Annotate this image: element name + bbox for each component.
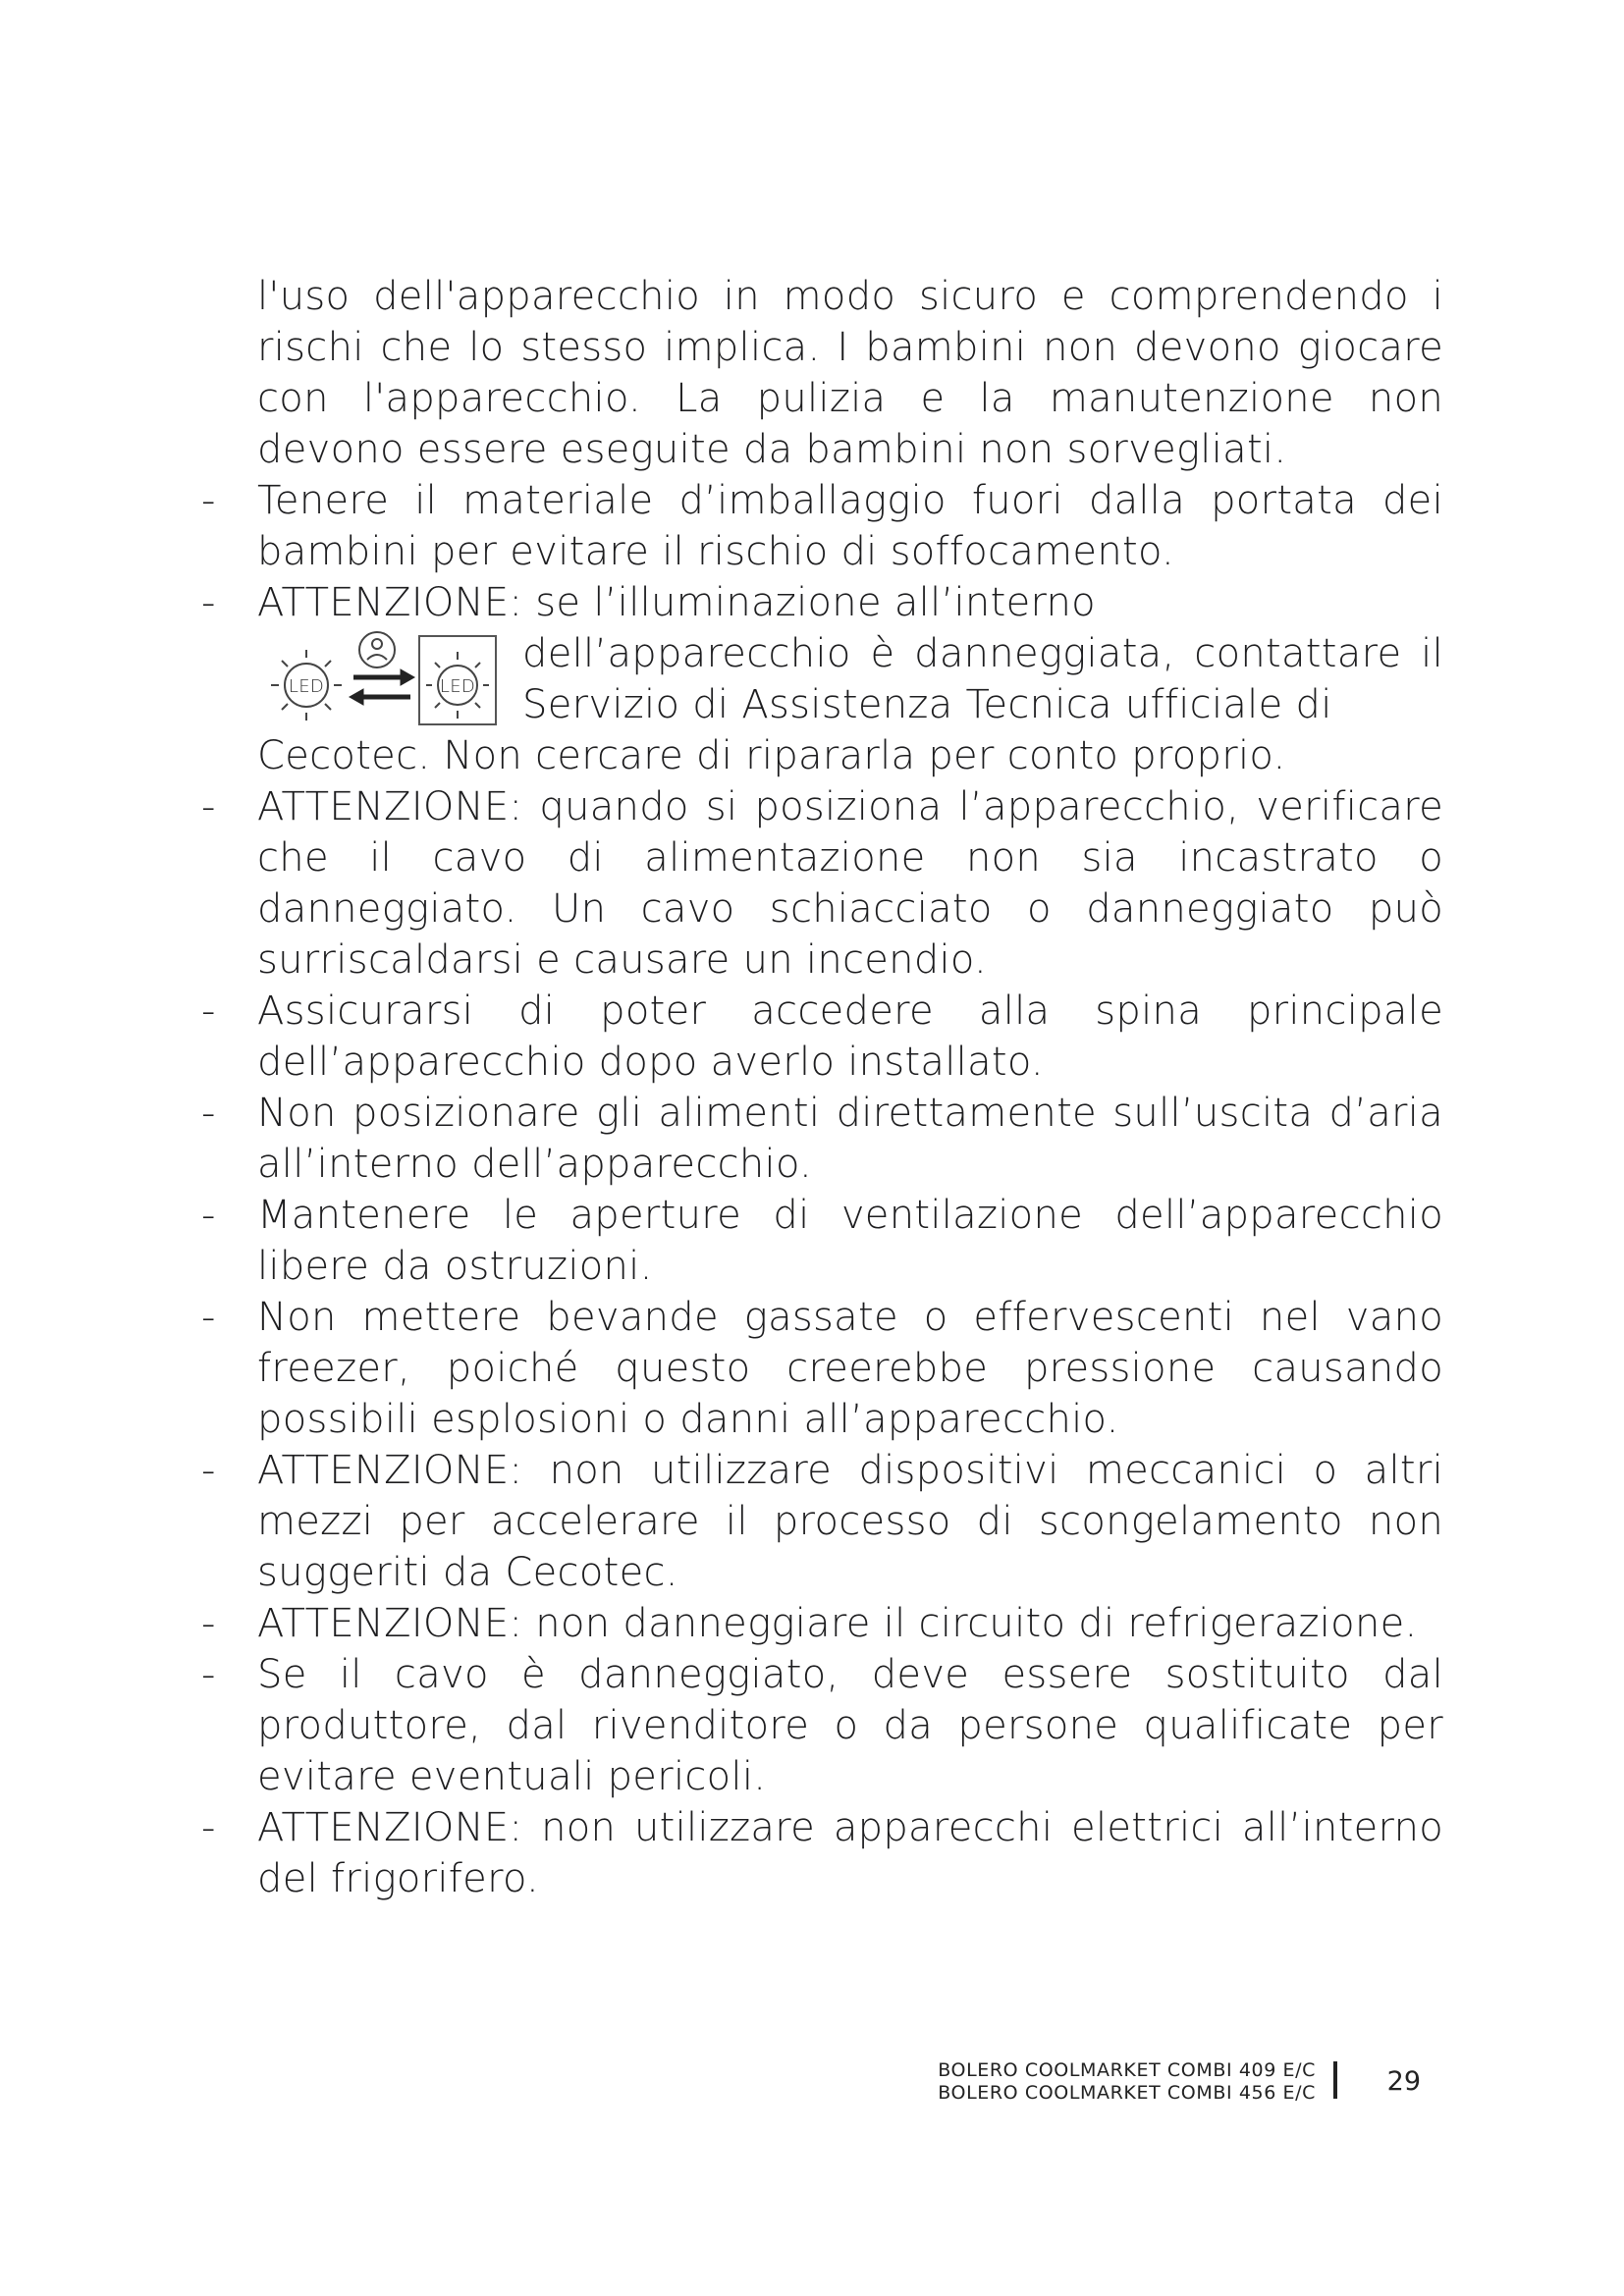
list-item-text: Se il cavo è danneggiato, deve essere sostituito dal produttore, dal rivenditore o da persone qualificate per evitare eventuali pericoli. <box>257 1652 1443 1799</box>
list-item-text: ATTENZIONE: quando si posiziona l’apparecchio, verificare che il cavo di alimentazione non sia incastrato o danneggiato. Un cavo schiacciato o danneggiato può surriscaldarsi e causare un incendio. <box>257 784 1443 983</box>
list-dash: - <box>201 1295 216 1340</box>
list-item <box>201 1088 1443 1190</box>
list-item <box>201 1802 1443 1904</box>
intro-paragraph: l'uso dell'apparecchio in modo sicuro e comprendendo i rischi che lo stesso implica. I bambini non devono giocare con l'apparecchio. La pulizia e la manutenzione non devono essere eseguite da bambini non sorvegliati. <box>257 274 1443 472</box>
led-warning-line1: ATTENZIONE: se l’illuminazione all’interno <box>257 580 1096 625</box>
led-right-label: LED <box>439 676 476 697</box>
led-warning-row <box>257 628 1443 730</box>
led-left-label: LED <box>288 676 325 697</box>
model-name-456: BOLERO COOLMARKET COMBI 456 E/C <box>938 2082 1316 2104</box>
list-dash: - <box>201 1652 216 1697</box>
model-name-409: BOLERO COOLMARKET COMBI 409 E/C <box>938 2059 1316 2081</box>
list-dash: - <box>201 1091 216 1136</box>
list-item-text: Tenere il materiale d’imballaggio fuori dalla portata dei bambini per evitare il rischio di soffocamento. <box>257 478 1443 574</box>
footer-divider <box>1333 2061 1337 2099</box>
list-dash: - <box>201 1193 216 1238</box>
list-item <box>201 475 1443 577</box>
page-number: 29 <box>1386 2066 1421 2097</box>
list-item <box>201 1292 1443 1445</box>
list-item-text: Non posizionare gli alimenti direttamente sull’uscita d’aria all’interno dell’apparecchio. <box>257 1091 1443 1187</box>
list-item <box>201 1598 1443 1649</box>
safety-instructions <box>201 271 1443 1904</box>
list-dash: - <box>201 1805 216 1850</box>
list-item-text: ATTENZIONE: non danneggiare il circuito di refrigerazione. <box>257 1601 1418 1646</box>
list-dash: - <box>201 478 216 523</box>
list-item-text: Non mettere bevande gassate o effervescenti nel vano freezer, poiché questo creerebbe pressione causando possibili esplosioni o danni all’apparecchio. <box>257 1295 1443 1442</box>
list-dash: - <box>201 1448 216 1493</box>
list-item-text: Assicurarsi di poter accedere alla spina principale dell’apparecchio dopo averlo installato. <box>257 988 1443 1085</box>
list-item <box>201 1445 1443 1598</box>
list-item <box>201 986 1443 1088</box>
led-warning-line2: dell’apparecchio è danneggiata, contattare il Servizio di Assistenza Tecnica ufficiale di <box>522 631 1443 727</box>
list-item <box>201 1649 1443 1802</box>
led-replacement-icon <box>267 628 513 730</box>
list-item-led-warning <box>201 577 1443 781</box>
list-dash: - <box>201 784 216 829</box>
list-dash: - <box>201 988 216 1034</box>
list-item-text: Mantenere le aperture di ventilazione dell’apparecchio libere da ostruzioni. <box>257 1193 1443 1289</box>
list-item-text: ATTENZIONE: non utilizzare apparecchi elettrici all’interno del frigorifero. <box>257 1805 1443 1901</box>
page-footer <box>938 2057 1453 2116</box>
list-dash: - <box>201 1601 216 1646</box>
list-item <box>201 781 1443 986</box>
list-item <box>201 1190 1443 1292</box>
list-item-text: ATTENZIONE: non utilizzare dispositivi meccanici o altri mezzi per accelerare il processo di scongelamento non suggeriti da Cecotec. <box>257 1448 1443 1595</box>
led-warning-line3: Cecotec. Non cercare di ripararla per conto proprio. <box>257 733 1286 778</box>
list-dash: - <box>201 580 216 625</box>
